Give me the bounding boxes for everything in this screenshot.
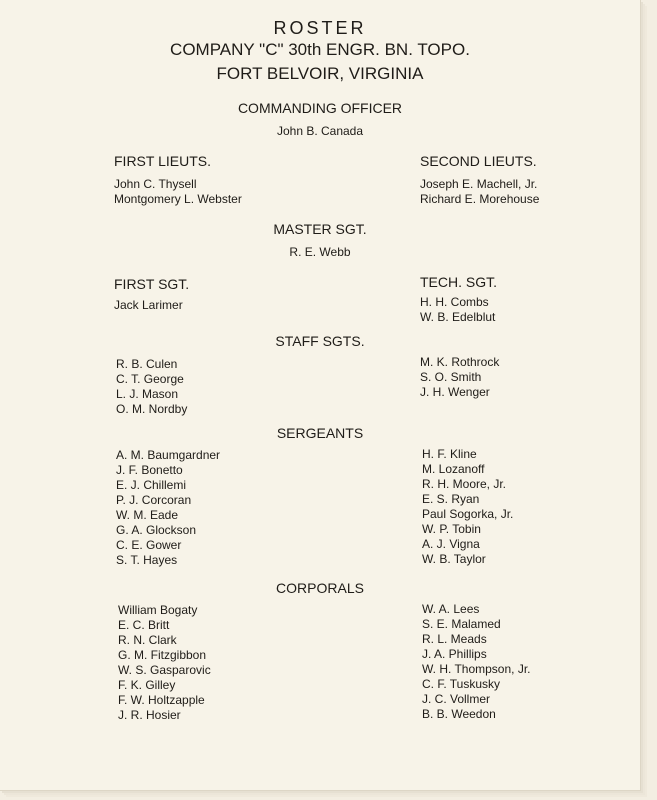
list-item: S. E. Malamed [422, 617, 501, 631]
location-title: FORT BELVOIR, VIRGINIA [216, 64, 424, 83]
list-item: E. C. Britt [118, 618, 170, 632]
staff-sgts-left-list [116, 357, 187, 417]
list-item: W. B. Taylor [422, 552, 486, 566]
list-item: P. J. Corcoran [116, 493, 192, 507]
list-item: C. F. Tuskusky [422, 677, 501, 691]
list-item: O. M. Nordby [116, 402, 188, 416]
list-item: S. O. Smith [420, 370, 482, 384]
master-sgt-heading: MASTER SGT. [273, 221, 367, 237]
list-item: F. W. Holtzapple [118, 693, 205, 707]
list-item: W. S. Gasparovic [118, 663, 211, 677]
list-item: E. J. Chillemi [116, 478, 187, 492]
first-sgt-heading: FIRST SGT. [114, 276, 190, 292]
corporals-left-list [118, 603, 211, 723]
second-lieuts-heading: SECOND LIEUTS. [420, 153, 537, 169]
unit-title: COMPANY "C" 30th ENGR. BN. TOPO. [170, 40, 470, 59]
list-item: J. C. Vollmer [422, 692, 491, 706]
corporals-right-list [422, 602, 530, 722]
list-item: H. F. Kline [422, 447, 477, 461]
list-item: R. N. Clark [118, 633, 177, 647]
staff-sgts-right-list [420, 355, 499, 400]
list-item: R. H. Moore, Jr. [422, 477, 507, 491]
corporals-heading: CORPORALS [276, 580, 364, 596]
list-item: M. Lozanoff [422, 462, 485, 476]
commanding-officer-heading: COMMANDING OFFICER [237, 100, 403, 116]
first-sgt-name: Jack Larimer [114, 298, 183, 312]
list-item: A. M. Baumgardner [116, 448, 221, 462]
staff-sgts-heading: STAFF SGTS. [275, 333, 365, 349]
second-lieuts-list [420, 177, 539, 207]
list-item: S. T. Hayes [116, 553, 178, 567]
list-item: G. M. Fitzgibbon [118, 648, 207, 662]
master-sgt-name: R. E. Webb [289, 245, 351, 259]
list-item: W. P. Tobin [422, 522, 481, 536]
list-item: R. B. Culen [116, 357, 178, 371]
list-item: W. B. Edelblut [420, 310, 496, 324]
list-item: R. L. Meads [422, 632, 487, 646]
list-item: C. E. Gower [116, 538, 182, 552]
list-item: W. H. Thompson, Jr. [422, 662, 531, 676]
list-item: F. K. Gilley [118, 678, 176, 692]
list-item: L. J. Mason [116, 387, 179, 401]
list-item: W. M. Eade [116, 508, 179, 522]
list-item: Paul Sogorka, Jr. [422, 507, 514, 521]
commanding-officer-name: John B. Canada [276, 124, 364, 138]
tech-sgt-heading: TECH. SGT. [420, 274, 498, 290]
list-item: Joseph E. Machell, Jr. [420, 177, 538, 191]
list-item: J. A. Phillips [422, 647, 487, 661]
list-item: William Bogaty [118, 603, 198, 617]
list-item: C. T. George [116, 372, 184, 386]
list-item: J. R. Hosier [118, 708, 181, 722]
first-lieuts-list [114, 177, 242, 207]
list-item: E. S. Ryan [422, 492, 480, 506]
list-item: W. A. Lees [422, 602, 480, 616]
list-item: B. B. Weedon [422, 707, 496, 721]
list-item: G. A. Glockson [116, 523, 197, 537]
list-item: John C. Thysell [114, 177, 197, 191]
sergeants-heading: SERGEANTS [276, 425, 364, 441]
first-lieuts-heading: FIRST LIEUTS. [114, 153, 211, 169]
tech-sgt-list [420, 295, 495, 325]
list-item: Montgomery L. Webster [114, 192, 242, 206]
list-item: H. H. Combs [420, 295, 489, 309]
list-item: J. F. Bonetto [116, 463, 183, 477]
list-item: J. H. Wenger [420, 385, 490, 399]
list-item: M. K. Rothrock [420, 355, 500, 369]
list-item: Richard E. Morehouse [420, 192, 540, 206]
sergeants-right-list [422, 447, 513, 567]
roster-title: ROSTER [273, 18, 367, 38]
list-item: A. J. Vigna [422, 537, 480, 551]
sergeants-left-list [116, 448, 220, 568]
